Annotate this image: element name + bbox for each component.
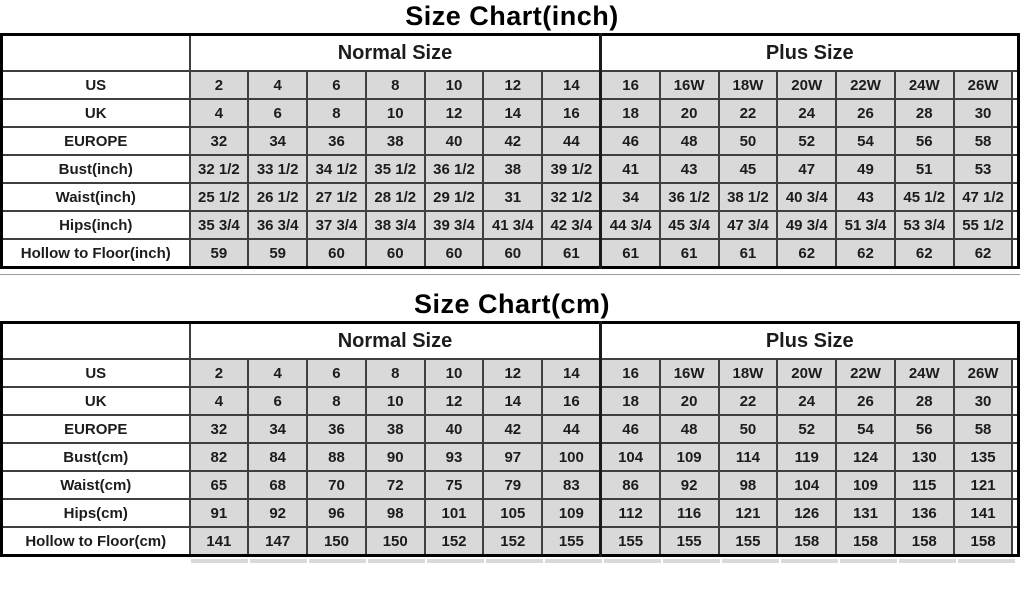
- row-label: EUROPE: [2, 127, 190, 155]
- right-gutter-cell: [1012, 211, 1018, 239]
- size-value-cell: 8: [366, 71, 425, 99]
- right-gutter-cell: [1012, 471, 1018, 499]
- size-chart-inch-title: Size Chart(inch): [405, 1, 619, 31]
- size-value-cell: 104: [777, 471, 836, 499]
- size-value-cell: 44: [542, 415, 601, 443]
- size-value-cell: 16W: [660, 71, 719, 99]
- corner-cell: [2, 35, 190, 72]
- right-gutter-cell: [1012, 155, 1018, 183]
- size-value-cell: 12: [483, 71, 542, 99]
- size-value-cell: 109: [836, 471, 895, 499]
- size-value-cell: 38 3/4: [366, 211, 425, 239]
- size-value-cell: 83: [542, 471, 601, 499]
- size-value-cell: 18W: [719, 71, 778, 99]
- size-value-cell: 37 3/4: [307, 211, 366, 239]
- size-value-cell: 32: [190, 127, 249, 155]
- table-row: [2, 155, 1019, 183]
- right-gutter-cell: [1012, 387, 1018, 415]
- size-value-cell: 8: [366, 359, 425, 387]
- size-value-cell: 24: [777, 99, 836, 127]
- group-header-normal-size: Normal Size: [190, 323, 601, 360]
- size-value-cell: 49 3/4: [777, 211, 836, 239]
- size-value-cell: 34: [248, 127, 307, 155]
- table-row: [2, 415, 1019, 443]
- size-value-cell: 10: [366, 387, 425, 415]
- size-value-cell: 30: [954, 99, 1013, 127]
- table-row: [2, 387, 1019, 415]
- right-gutter-cell: [1012, 127, 1018, 155]
- partial-row-divider: [0, 269, 1020, 275]
- group-header-plus-size: Plus Size: [601, 35, 1019, 72]
- row-label: Waist(cm): [2, 471, 190, 499]
- size-value-cell: 24W: [895, 71, 954, 99]
- size-value-cell: 51: [895, 155, 954, 183]
- size-value-cell: 26W: [954, 359, 1013, 387]
- size-value-cell: 61: [601, 239, 660, 268]
- size-value-cell: 109: [542, 499, 601, 527]
- size-value-cell: 41 3/4: [483, 211, 542, 239]
- size-value-cell: 12: [425, 99, 484, 127]
- size-value-cell: 16: [542, 387, 601, 415]
- size-value-cell: 104: [601, 443, 660, 471]
- size-value-cell: 42: [483, 127, 542, 155]
- row-label: Bust(cm): [2, 443, 190, 471]
- size-value-cell: 45: [719, 155, 778, 183]
- table-row: [2, 99, 1019, 127]
- size-value-cell: 58: [954, 415, 1013, 443]
- size-value-cell: 46: [601, 415, 660, 443]
- size-value-cell: 14: [542, 71, 601, 99]
- size-value-cell: 79: [483, 471, 542, 499]
- size-value-cell: 10: [366, 99, 425, 127]
- size-value-cell: 16: [601, 359, 660, 387]
- size-value-cell: 47: [777, 155, 836, 183]
- size-value-cell: 42: [483, 415, 542, 443]
- size-value-cell: 60: [366, 239, 425, 268]
- size-value-cell: 16: [542, 99, 601, 127]
- size-value-cell: 6: [248, 99, 307, 127]
- group-header-row: [2, 35, 1019, 72]
- size-value-cell: 56: [895, 127, 954, 155]
- size-value-cell: 4: [248, 71, 307, 99]
- size-value-cell: 25 1/2: [190, 183, 249, 211]
- size-value-cell: 141: [190, 527, 249, 556]
- cropped-bottom-row: [191, 559, 1015, 563]
- size-value-cell: 131: [836, 499, 895, 527]
- size-value-cell: 105: [483, 499, 542, 527]
- size-value-cell: 84: [248, 443, 307, 471]
- size-value-cell: 68: [248, 471, 307, 499]
- size-value-cell: 4: [248, 359, 307, 387]
- table-row: [2, 443, 1019, 471]
- size-value-cell: 36 1/2: [660, 183, 719, 211]
- table-row: [2, 71, 1019, 99]
- size-value-cell: 36 3/4: [248, 211, 307, 239]
- size-value-cell: 20: [660, 99, 719, 127]
- size-value-cell: 60: [307, 239, 366, 268]
- row-label: US: [2, 71, 190, 99]
- size-value-cell: 45 3/4: [660, 211, 719, 239]
- size-value-cell: 92: [248, 499, 307, 527]
- size-value-cell: 59: [248, 239, 307, 268]
- size-value-cell: 155: [601, 527, 660, 556]
- size-value-cell: 43: [660, 155, 719, 183]
- size-value-cell: 62: [895, 239, 954, 268]
- size-value-cell: 48: [660, 415, 719, 443]
- size-value-cell: 26: [836, 99, 895, 127]
- size-value-cell: 47 3/4: [719, 211, 778, 239]
- size-value-cell: 8: [307, 99, 366, 127]
- size-value-cell: 22W: [836, 359, 895, 387]
- right-gutter-cell: [1012, 359, 1018, 387]
- size-value-cell: 55 1/2: [954, 211, 1013, 239]
- size-value-cell: 155: [660, 527, 719, 556]
- size-value-cell: 135: [954, 443, 1013, 471]
- size-value-cell: 14: [483, 387, 542, 415]
- size-value-cell: 22: [719, 387, 778, 415]
- size-value-cell: 40 3/4: [777, 183, 836, 211]
- group-header-normal-size: Normal Size: [190, 35, 601, 72]
- size-value-cell: 4: [190, 99, 249, 127]
- size-value-cell: 54: [836, 127, 895, 155]
- size-value-cell: 30: [954, 387, 1013, 415]
- size-value-cell: 26: [836, 387, 895, 415]
- size-value-cell: 97: [483, 443, 542, 471]
- size-value-cell: 2: [190, 71, 249, 99]
- size-value-cell: 26 1/2: [248, 183, 307, 211]
- size-value-cell: 75: [425, 471, 484, 499]
- size-value-cell: 114: [719, 443, 778, 471]
- size-value-cell: 54: [836, 415, 895, 443]
- size-value-cell: 32: [190, 415, 249, 443]
- table-row: [2, 127, 1019, 155]
- size-value-cell: 6: [307, 71, 366, 99]
- size-value-cell: 31: [483, 183, 542, 211]
- size-value-cell: 8: [307, 387, 366, 415]
- table-row: [2, 239, 1019, 268]
- size-value-cell: 16: [601, 71, 660, 99]
- size-value-cell: 24W: [895, 359, 954, 387]
- size-value-cell: 43: [836, 183, 895, 211]
- size-value-cell: 40: [425, 415, 484, 443]
- size-value-cell: 18W: [719, 359, 778, 387]
- size-value-cell: 32 1/2: [190, 155, 249, 183]
- size-value-cell: 158: [895, 527, 954, 556]
- size-value-cell: 119: [777, 443, 836, 471]
- size-value-cell: 40: [425, 127, 484, 155]
- row-label: UK: [2, 99, 190, 127]
- size-value-cell: 147: [248, 527, 307, 556]
- right-gutter-cell: [1012, 239, 1018, 268]
- size-value-cell: 155: [719, 527, 778, 556]
- size-value-cell: 60: [425, 239, 484, 268]
- size-value-cell: 50: [719, 415, 778, 443]
- size-value-cell: 47 1/2: [954, 183, 1013, 211]
- size-value-cell: 20W: [777, 71, 836, 99]
- row-label: EUROPE: [2, 415, 190, 443]
- row-label: UK: [2, 387, 190, 415]
- right-gutter-cell: [1012, 527, 1018, 556]
- group-header-row: [2, 323, 1019, 360]
- size-value-cell: 35 1/2: [366, 155, 425, 183]
- size-value-cell: 52: [777, 415, 836, 443]
- size-value-cell: 10: [425, 71, 484, 99]
- size-value-cell: 158: [836, 527, 895, 556]
- size-value-cell: 41: [601, 155, 660, 183]
- size-value-cell: 34 1/2: [307, 155, 366, 183]
- size-value-cell: 98: [719, 471, 778, 499]
- size-value-cell: 38: [366, 127, 425, 155]
- size-value-cell: 126: [777, 499, 836, 527]
- size-value-cell: 50: [719, 127, 778, 155]
- size-value-cell: 38 1/2: [719, 183, 778, 211]
- size-value-cell: 24: [777, 387, 836, 415]
- size-value-cell: 112: [601, 499, 660, 527]
- right-gutter-cell: [1012, 415, 1018, 443]
- size-value-cell: 42 3/4: [542, 211, 601, 239]
- size-value-cell: 44 3/4: [601, 211, 660, 239]
- size-value-cell: 109: [660, 443, 719, 471]
- size-value-cell: 100: [542, 443, 601, 471]
- size-value-cell: 20W: [777, 359, 836, 387]
- size-value-cell: 72: [366, 471, 425, 499]
- size-value-cell: 4: [190, 387, 249, 415]
- table-row: [2, 499, 1019, 527]
- size-value-cell: 39 1/2: [542, 155, 601, 183]
- size-value-cell: 36: [307, 127, 366, 155]
- size-value-cell: 44: [542, 127, 601, 155]
- size-value-cell: 22: [719, 99, 778, 127]
- size-value-cell: 53 3/4: [895, 211, 954, 239]
- size-value-cell: 60: [483, 239, 542, 268]
- size-value-cell: 59: [190, 239, 249, 268]
- size-value-cell: 27 1/2: [307, 183, 366, 211]
- size-value-cell: 52: [777, 127, 836, 155]
- row-label: Hips(inch): [2, 211, 190, 239]
- size-value-cell: 155: [542, 527, 601, 556]
- row-label: Hips(cm): [2, 499, 190, 527]
- size-chart-inch-table: [0, 33, 1020, 269]
- size-value-cell: 6: [307, 359, 366, 387]
- size-value-cell: 53: [954, 155, 1013, 183]
- size-value-cell: 158: [954, 527, 1013, 556]
- size-value-cell: 36: [307, 415, 366, 443]
- size-value-cell: 48: [660, 127, 719, 155]
- size-value-cell: 92: [660, 471, 719, 499]
- size-value-cell: 20: [660, 387, 719, 415]
- size-value-cell: 34: [601, 183, 660, 211]
- size-value-cell: 2: [190, 359, 249, 387]
- table-row: [2, 527, 1019, 556]
- table-row: [2, 359, 1019, 387]
- size-value-cell: 62: [777, 239, 836, 268]
- size-value-cell: 38: [483, 155, 542, 183]
- group-header-plus-size: Plus Size: [601, 323, 1019, 360]
- size-value-cell: 22W: [836, 71, 895, 99]
- size-value-cell: 141: [954, 499, 1013, 527]
- row-label: Hollow to Floor(inch): [2, 239, 190, 268]
- size-value-cell: 150: [366, 527, 425, 556]
- size-value-cell: 10: [425, 359, 484, 387]
- right-gutter-cell: [1012, 99, 1018, 127]
- size-value-cell: 14: [542, 359, 601, 387]
- size-value-cell: 136: [895, 499, 954, 527]
- size-value-cell: 32 1/2: [542, 183, 601, 211]
- size-value-cell: 96: [307, 499, 366, 527]
- table-row: [2, 183, 1019, 211]
- size-value-cell: 70: [307, 471, 366, 499]
- size-value-cell: 62: [836, 239, 895, 268]
- size-value-cell: 158: [777, 527, 836, 556]
- size-value-cell: 36 1/2: [425, 155, 484, 183]
- size-value-cell: 29 1/2: [425, 183, 484, 211]
- size-value-cell: 115: [895, 471, 954, 499]
- right-gutter-cell: [1012, 443, 1018, 471]
- size-value-cell: 58: [954, 127, 1013, 155]
- size-value-cell: 18: [601, 387, 660, 415]
- table-row: [2, 211, 1019, 239]
- size-value-cell: 61: [660, 239, 719, 268]
- size-value-cell: 16W: [660, 359, 719, 387]
- size-value-cell: 26W: [954, 71, 1013, 99]
- size-value-cell: 86: [601, 471, 660, 499]
- size-value-cell: 61: [719, 239, 778, 268]
- size-value-cell: 6: [248, 387, 307, 415]
- size-value-cell: 88: [307, 443, 366, 471]
- size-value-cell: 93: [425, 443, 484, 471]
- right-gutter-cell: [1012, 183, 1018, 211]
- size-value-cell: 116: [660, 499, 719, 527]
- size-value-cell: 35 3/4: [190, 211, 249, 239]
- size-value-cell: 12: [425, 387, 484, 415]
- size-value-cell: 121: [719, 499, 778, 527]
- size-value-cell: 49: [836, 155, 895, 183]
- size-chart-cm-title: Size Chart(cm): [413, 289, 611, 319]
- size-value-cell: 124: [836, 443, 895, 471]
- size-value-cell: 18: [601, 99, 660, 127]
- table-row: [2, 471, 1019, 499]
- size-value-cell: 62: [954, 239, 1013, 268]
- row-label: Hollow to Floor(cm): [2, 527, 190, 556]
- size-value-cell: 28: [895, 387, 954, 415]
- size-value-cell: 91: [190, 499, 249, 527]
- size-value-cell: 34: [248, 415, 307, 443]
- size-value-cell: 33 1/2: [248, 155, 307, 183]
- size-value-cell: 152: [483, 527, 542, 556]
- size-value-cell: 46: [601, 127, 660, 155]
- size-value-cell: 56: [895, 415, 954, 443]
- size-value-cell: 101: [425, 499, 484, 527]
- size-value-cell: 121: [954, 471, 1013, 499]
- size-value-cell: 90: [366, 443, 425, 471]
- size-value-cell: 61: [542, 239, 601, 268]
- row-label: US: [2, 359, 190, 387]
- right-gutter-cell: [1012, 499, 1018, 527]
- size-value-cell: 152: [425, 527, 484, 556]
- size-value-cell: 28 1/2: [366, 183, 425, 211]
- size-value-cell: 39 3/4: [425, 211, 484, 239]
- size-chart-cm-table: [0, 321, 1020, 557]
- corner-cell: [2, 323, 190, 360]
- size-value-cell: 51 3/4: [836, 211, 895, 239]
- row-label: Waist(inch): [2, 183, 190, 211]
- size-value-cell: 28: [895, 99, 954, 127]
- size-value-cell: 65: [190, 471, 249, 499]
- right-gutter-cell: [1012, 71, 1018, 99]
- size-value-cell: 45 1/2: [895, 183, 954, 211]
- size-value-cell: 14: [483, 99, 542, 127]
- size-value-cell: 98: [366, 499, 425, 527]
- size-value-cell: 130: [895, 443, 954, 471]
- size-value-cell: 150: [307, 527, 366, 556]
- size-value-cell: 38: [366, 415, 425, 443]
- size-value-cell: 82: [190, 443, 249, 471]
- row-label: Bust(inch): [2, 155, 190, 183]
- size-value-cell: 12: [483, 359, 542, 387]
